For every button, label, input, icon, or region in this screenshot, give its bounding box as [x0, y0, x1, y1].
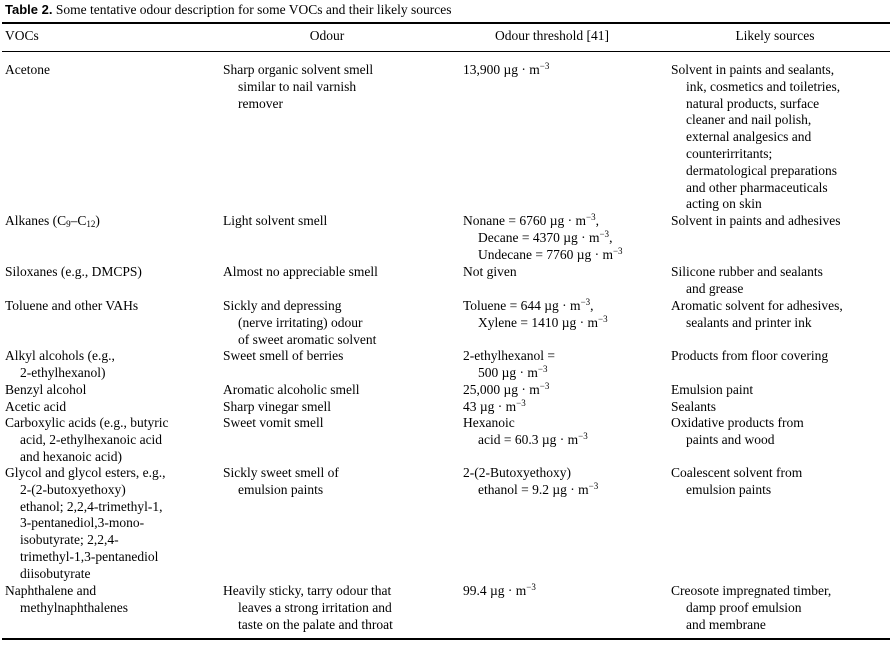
odour-cell: Light solvent smell [223, 213, 328, 228]
threshold-cell: Not given [463, 264, 517, 279]
odour-cell: Heavily sticky, tarry odour that leaves a strong irritation and taste on the palate and throat [223, 583, 393, 632]
threshold-cell: 2-(2-Butoxyethoxy) ethanol = 9.2 $\mu g \cdot m^{-3}$ [463, 465, 599, 497]
sources-cell: Solvent in paints and adhesives [671, 213, 841, 228]
odour-cell: Sickly sweet smell of emulsion paints [223, 465, 339, 497]
odour-cell: Sharp organic solvent smell similar to nail varnish remover [223, 62, 374, 111]
threshold-cell: 2-ethylhexanol = 500 $\mu g \cdot m^{-3}$ [463, 348, 555, 380]
threshold-cell: Toluene = 644 $\mu g \cdot m^{-3}$, Xylene = 1410 $\mu g \cdot m^{-3}$ [463, 297, 608, 330]
voc-cell: Siloxanes (e.g., DMCPS) [5, 264, 142, 279]
voc-cell: Glycol and glycol esters, e.g., 2-(2-butoxyethoxy) ethanol; 2,2,4-trimethyl-1, 3-pentanediol,3-mono- isobutyrate; 2,2,4- trimethyl-1,3-pentanediol diisobutyrate [5, 465, 166, 581]
threshold-cell: 25,000 $\mu g \cdot m^{-3}$ [463, 381, 550, 397]
sources-cell: Silicone rubber and sealants and grease [671, 264, 823, 296]
table-number: Table 2. [5, 2, 53, 17]
odour-cell: Almost no appreciable smell [223, 264, 378, 279]
threshold-cell: Nonane = 6760 $\mu g \cdot m^{-3}$, Decane = 4370 $\mu g \cdot m^{-3}$, Undecane = 7760 $\mu g \cdot m^{-3}$ [463, 212, 623, 262]
sources-cell: Aromatic solvent for adhesives, sealants and printer ink [671, 298, 843, 330]
voc-cell: Toluene and other VAHs [5, 298, 139, 313]
column-header-odour-threshold: Odour threshold [41] [495, 28, 609, 43]
voc-cell: Alkyl alcohols (e.g., 2-ethylhexanol) [5, 348, 115, 380]
sources-cell: Coalescent solvent from emulsion paints [671, 465, 803, 497]
odour-cell: Sweet smell of berries [223, 348, 344, 363]
table-caption [5, 1, 452, 18]
table-header [0, 27, 893, 49]
threshold-cell: 99.4 $\mu g \cdot m^{-3}$ [463, 582, 536, 598]
odour-cell: Sweet vomit smell [223, 415, 324, 430]
threshold-cell: 43 $\mu g \cdot m^{-3}$ [463, 398, 526, 414]
voc-cell: Acetic acid [5, 399, 67, 414]
odour-cell: Aromatic alcoholic smell [223, 382, 360, 397]
bottom-rule [2, 638, 890, 640]
sources-cell: Oxidative products from paints and wood [671, 415, 804, 447]
voc-cell: Naphthalene and methylnaphthalenes [5, 583, 128, 615]
header-rule [2, 51, 890, 52]
table-title: Some tentative odour description for some VOCs and their likely sources [55, 2, 452, 17]
sources-cell: Sealants [671, 399, 716, 414]
sources-cell: Emulsion paint [671, 382, 754, 397]
threshold-cell: 13,900 $\mu g \cdot m^{-3}$ [463, 61, 550, 77]
sources-cell: Solvent in paints and sealants, ink, cosmetics and toiletries, natural products, surface cleaner and nail polish, external analgesics and counterirritants; dermatological preparations and other pharmaceuticals acting on skin [671, 62, 841, 212]
voc-cell: Carboxylic acids (e.g., butyric acid, 2-ethylhexanoic acid and hexanoic acid) [5, 415, 169, 464]
threshold-cell: Hexanoic acid = 60.3 $\mu g \cdot m^{-3}$ [463, 415, 588, 447]
column-header-likely-sources: Likely sources [735, 28, 815, 43]
sources-cell: Products from floor covering [671, 348, 829, 363]
voc-cell: Alkanes $(C_9-C_{12})$ [5, 213, 100, 229]
column-header-odour: Odour [309, 28, 345, 43]
odour-cell: Sharp vinegar smell [223, 399, 331, 414]
top-rule [2, 22, 890, 24]
voc-cell: Benzyl alcohol [5, 382, 87, 397]
sources-cell: Creosote impregnated timber, damp proof emulsion and membrane [671, 583, 832, 632]
odour-cell: Sickly and depressing (nerve irritating) odour of sweet aromatic solvent [223, 298, 377, 347]
voc-cell: Acetone [5, 62, 50, 77]
column-header-vocs: VOCs [5, 28, 39, 43]
